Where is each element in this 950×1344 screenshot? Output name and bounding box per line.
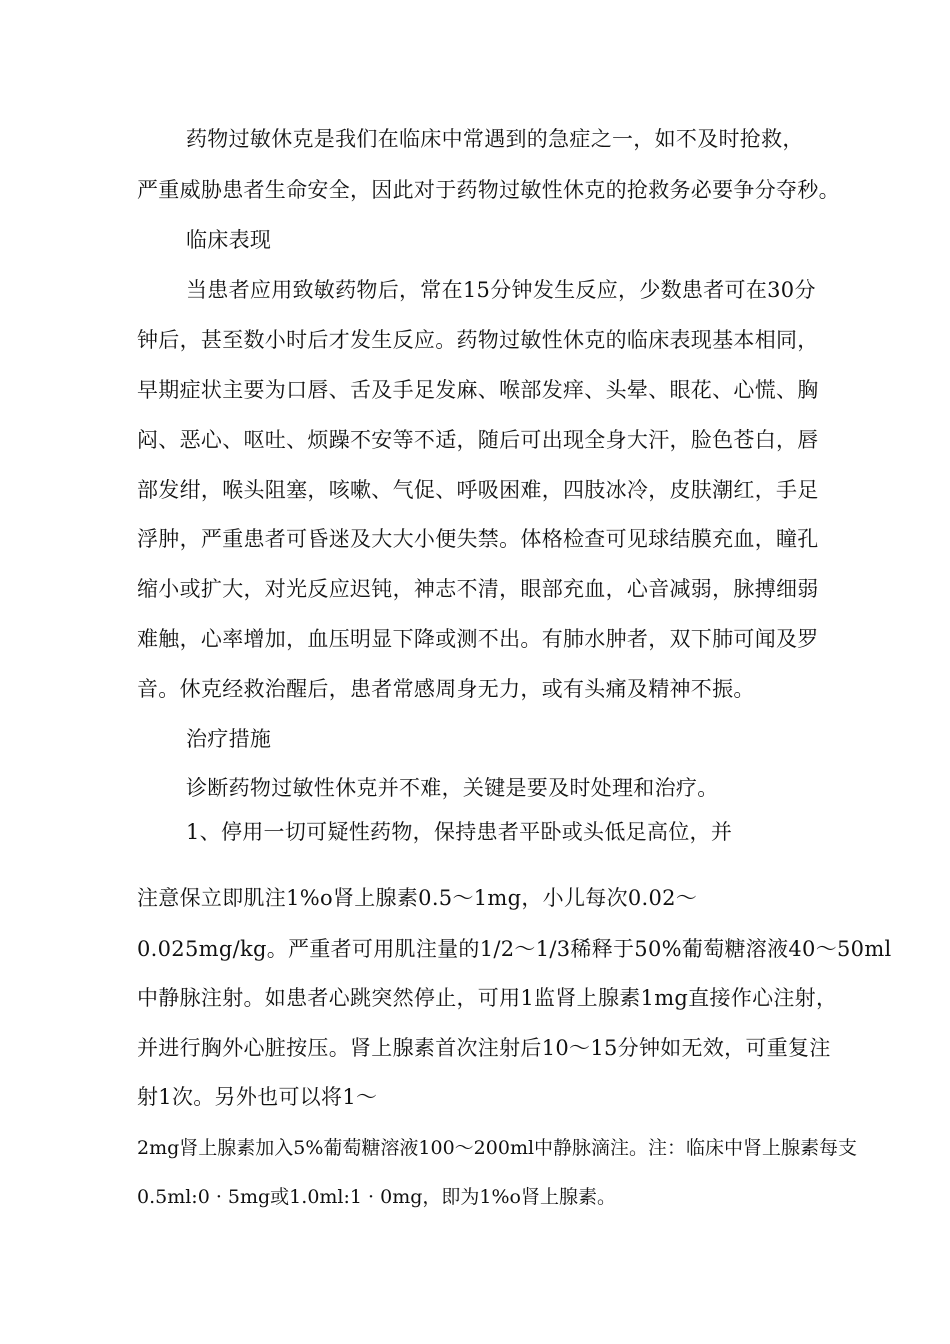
step-1-line-2: 0.025mg/kg。严重者可用肌注量的1/2〜1/3稀释于50%葡萄糖溶液40〜50ml: [137, 937, 892, 961]
treatment-intro: 诊断药物过敏性休克并不难，关键是要及时处理和治疗。: [186, 776, 719, 800]
clinical-line-5: 部发绀，喉头阻塞，咳嗽、气促、呼吸困难，四肢冰冷，皮肤潮红，手足: [137, 478, 819, 502]
step-1-line-4: 并进行胸外心脏按压。肾上腺素首次注射后10〜15分钟如无效，可重复注: [137, 1036, 831, 1060]
clinical-line-6: 浮肿，严重患者可昏迷及大大小便失禁。体格检查可见球结膜充血，瞳孔: [137, 527, 819, 551]
step-1-line-5: 射1次。另外也可以将1〜: [137, 1085, 378, 1109]
clinical-line-3: 早期症状主要为口唇、舌及手足发麻、喉部发痒、头晕、眼花、心慌、胸: [137, 378, 819, 402]
clinical-line-7: 缩小或扩大，对光反应迟钝，神志不清，眼部充血，心音减弱，脉搏细弱: [137, 577, 819, 601]
tail-line-1: 2mg肾上腺素加入5%葡萄糖溶液100〜200ml中静脉滴注。注：临床中肾上腺素每支: [137, 1137, 858, 1159]
intro-line-1: 药物过敏休克是我们在临床中常遇到的急症之一，如不及时抢救，: [186, 127, 804, 151]
clinical-line-4: 闷、恶心、呕吐、烦躁不安等不适，随后可出现全身大汗，脸色苍白，唇: [137, 428, 819, 452]
heading-treatment: 治疗措施: [186, 727, 272, 751]
step-1: 1、停用一切可疑性药物，保持患者平卧或头低足高位，并: [186, 820, 733, 844]
heading-clinical: 临床表现: [186, 228, 272, 252]
intro-line-2: 严重威胁患者生命安全，因此对于药物过敏性休克的抢救务必要争分夺秒。: [137, 178, 840, 202]
step-1-line-3: 中静脉注射。如患者心跳突然停止，可用1监肾上腺素1mg直接作心注射，: [137, 986, 838, 1010]
clinical-line-9: 音。休克经救治醒后，患者常感周身无力，或有头痛及精神不振。: [137, 677, 755, 701]
step-1-line-1: 注意保立即肌注1%o肾上腺素0.5〜1mg，小儿每次0.02〜: [137, 886, 698, 910]
clinical-line-1: 当患者应用致敏药物后，常在15分钟发生反应，少数患者可在30分: [186, 278, 816, 302]
clinical-line-2: 钟后，甚至数小时后才发生反应。药物过敏性休克的临床表现基本相同，: [137, 328, 819, 352]
tail-line-2: 0.5ml:0 · 5mg或1.0ml:1 · 0mg，即为1%o肾上腺素。: [137, 1186, 616, 1208]
clinical-line-8: 难触，心率增加，血压明显下降或测不出。有肺水肿者，双下肺可闻及罗: [137, 627, 819, 651]
